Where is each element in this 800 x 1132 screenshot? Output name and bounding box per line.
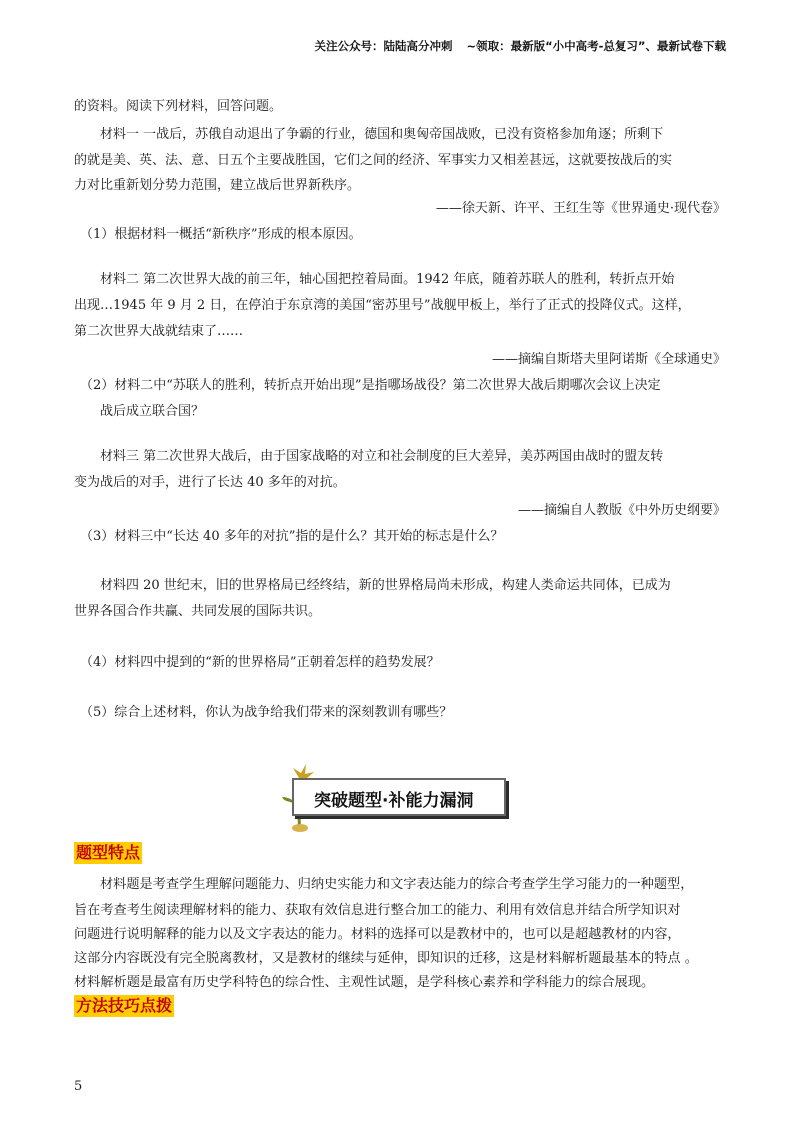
material2-line: 材料二 第二次世界大战的前三年，轴心国把控着局面。1942 年底，随着苏联人的胜利，转折点开始	[100, 272, 675, 287]
material1-line: 的就是美、英、法、意、日五个主要战胜国，它们之间的经济、军事实力又相差甚远，这就要按战后的实	[74, 153, 673, 168]
page-header	[314, 38, 726, 54]
material1-source: ——徐天新、许平、王红生等《世界通史·现代卷》	[435, 201, 726, 216]
header-right: ~领取：最新版“小中高考-总复习”、最新试卷下载	[466, 39, 726, 53]
material1-line: 力对比重新划分势力范围，建立战后世界新秩序。	[74, 178, 361, 193]
question-4: （4）材料四中提到的“新的世界格局”正朝着怎样的趋势发展？	[80, 655, 440, 670]
section1-line: 材料解析题是最富有历史学科特色的综合性、主观性试题，是学科核心素养和学科能力的综合展现。	[74, 975, 655, 990]
material2-source: ——摘编自斯塔夫里阿诺斯《全球通史》	[491, 352, 726, 367]
question-1: （1）根据材料一概括“新秩序”形成的根本原因。	[80, 227, 362, 242]
material2-line: 第二次世界大战就结束了……	[74, 324, 244, 339]
material3-line: 变为战后的对手，进行了长达 40 多年的对抗。	[74, 475, 346, 490]
material3-line: 材料三 第二次世界大战后，由于国家战略的对立和社会制度的巨大差异，美苏两国由战时的盟友转	[100, 449, 664, 464]
material3-source: ——摘编自人教版《中外历史纲要》	[517, 503, 726, 518]
banner-title: 突破题型·补能力漏洞	[314, 791, 474, 811]
section1-line: 旨在考查考生阅读理解材料的能力、获取有效信息进行整合加工的能力、利用有效信息并结合所学知识对	[74, 903, 681, 918]
intro-text: 的资料。阅读下列材料，回答问题。	[74, 99, 283, 114]
header-left: 关注公众号：陆陆高分冲刺	[314, 39, 453, 53]
material4-line: 材料四 20 世纪末，旧的世界格局已经终结，新的世界格局尚未形成，构建人类命运共同体，已成为	[100, 578, 671, 593]
material4-line: 世界各国合作共赢、共同发展的国际共识。	[74, 604, 322, 619]
question-5: （5）综合上述材料，你认为战争给我们带来的深刻教训有哪些？	[80, 705, 453, 720]
material1-line: 材料一 一战后，苏俄自动退出了争霸的行业，德国和奥匈帝国战败，已没有资格参加角逐；所剩下	[100, 127, 664, 142]
section1-line: 材料题是考查学生理解问题能力、归纳史实能力和文字表达能力的综合考查学生学习能力的一种题型，	[100, 877, 694, 892]
section-title-features: 题型特点	[76, 843, 141, 862]
question-2-cont: 战后成立联合国？	[100, 404, 205, 419]
question-3: （3）材料三中“长达 40 多年的对抗”指的是什么？其开始的标志是什么？	[80, 529, 504, 544]
section-title-methods: 方法技巧点拨	[76, 996, 173, 1015]
section-banner	[280, 772, 512, 820]
section1-line: 这部分内容既没有完全脱离教材，又是教材的继续与延伸，即知识的迁移，这是材料解析题最基本的特点 。	[74, 951, 699, 966]
section1-line: 问题进行说明解释的能力以及文字表达的能力。材料的选择可以是教材中的，也可以是超越教材的内容，	[74, 927, 681, 942]
page-number: 5	[74, 1079, 83, 1094]
question-2: （2）材料二中“苏联人的胜利，转折点开始出现”是指哪场战役？第二次世界大战后期哪次会议上决定	[80, 378, 661, 393]
material2-line: 出现…1945 年 9 月 2 日，在停泊于东京湾的美国“密苏里号”战舰甲板上，举行了正式的投降仪式。这样，	[74, 298, 691, 313]
